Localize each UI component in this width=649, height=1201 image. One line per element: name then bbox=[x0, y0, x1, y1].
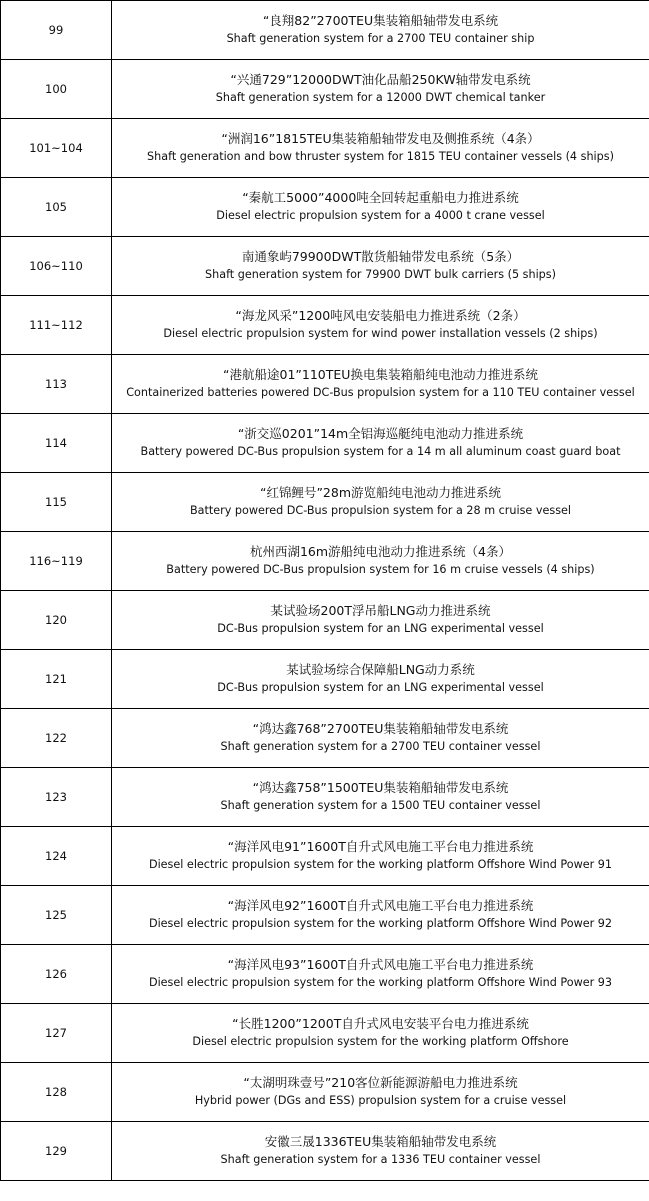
chinese-title: 南通象屿79900DWT散货船轴带发电系统（5条） bbox=[241, 249, 520, 264]
table-row bbox=[1, 296, 649, 355]
english-description: Diesel electric propulsion system for the working platform Offshore Wind Power 93 bbox=[148, 976, 613, 989]
english-description: Diesel electric propulsion system for wind power installation vessels (2 ships) bbox=[163, 327, 598, 340]
table-row bbox=[1, 1, 649, 60]
table-row bbox=[1, 473, 649, 532]
row-number: 127 bbox=[1, 1004, 112, 1063]
row-description bbox=[112, 60, 649, 119]
english-description: Battery powered DC-Bus propulsion system for a 14 m all aluminum coast guard boat bbox=[140, 445, 621, 458]
row-number: 115 bbox=[1, 473, 112, 532]
row-description bbox=[112, 296, 649, 355]
table-row bbox=[1, 945, 649, 1004]
table-row bbox=[1, 1063, 649, 1122]
row-description bbox=[112, 768, 649, 827]
table-row bbox=[1, 1004, 649, 1063]
table-row bbox=[1, 827, 649, 886]
row-number: 129 bbox=[1, 1122, 112, 1181]
chinese-title: “秦航工5000”4000吨全回转起重船电力推进系统 bbox=[242, 190, 519, 205]
row-description bbox=[112, 709, 649, 768]
row-description bbox=[112, 119, 649, 178]
english-description: Shaft generation system for a 12000 DWT chemical tanker bbox=[215, 91, 546, 104]
row-description bbox=[112, 591, 649, 650]
row-description bbox=[112, 945, 649, 1004]
table-row bbox=[1, 709, 649, 768]
row-description bbox=[112, 178, 649, 237]
chinese-title: “良翔82”2700TEU集装箱船轴带发电系统 bbox=[262, 13, 499, 28]
row-number: 111~112 bbox=[1, 296, 112, 355]
chinese-title: “浙交巡0201”14m全铝海巡艇纯电池动力推进系统 bbox=[237, 426, 524, 441]
table-row bbox=[1, 886, 649, 945]
row-description bbox=[112, 237, 649, 296]
row-number: 106~110 bbox=[1, 237, 112, 296]
row-number: 114 bbox=[1, 414, 112, 473]
chinese-title: “洲润16”1815TEU集装箱船轴带发电及侧推系统（4条） bbox=[221, 131, 540, 146]
chinese-title: 某试验场200T浮吊船LNG动力推进系统 bbox=[270, 603, 491, 618]
chinese-title: “港航船途01”110TEU换电集装箱船纯电池动力推进系统 bbox=[223, 367, 538, 382]
row-number: 125 bbox=[1, 886, 112, 945]
row-description bbox=[112, 1122, 649, 1181]
chinese-title: “兴通729”12000DWT油化品船250KW轴带发电系统 bbox=[230, 72, 531, 87]
english-description: Shaft generation system for a 2700 TEU container vessel bbox=[220, 740, 541, 753]
row-description bbox=[112, 414, 649, 473]
english-description: Battery powered DC-Bus propulsion system for 16 m cruise vessels (4 ships) bbox=[166, 563, 595, 576]
english-description: Shaft generation system for 79900 DWT bulk carriers (5 ships) bbox=[205, 268, 556, 281]
english-description: Shaft generation system for a 2700 TEU container ship bbox=[226, 32, 535, 45]
english-description: DC-Bus propulsion system for an LNG experimental vessel bbox=[217, 622, 544, 635]
row-number: 122 bbox=[1, 709, 112, 768]
chinese-title: 杭州西湖16m游船纯电池动力推进系统（4条） bbox=[249, 544, 512, 559]
table-body bbox=[1, 1, 649, 1181]
english-description: DC-Bus propulsion system for an LNG experimental vessel bbox=[217, 681, 544, 694]
table-row bbox=[1, 532, 649, 591]
row-description bbox=[112, 1004, 649, 1063]
english-description: Battery powered DC-Bus propulsion system for a 28 m cruise vessel bbox=[189, 504, 572, 517]
table-row bbox=[1, 119, 649, 178]
chinese-title: “海洋风电92”1600T自升式风电施工平台电力推进系统 bbox=[227, 898, 534, 913]
row-description bbox=[112, 532, 649, 591]
chinese-title: “太湖明珠壹号”210客位新能源游船电力推进系统 bbox=[243, 1075, 518, 1090]
row-number: 100 bbox=[1, 60, 112, 119]
english-description: Diesel electric propulsion system for the working platform Offshore Wind Power 92 bbox=[148, 917, 613, 930]
row-description bbox=[112, 473, 649, 532]
chinese-title: “海洋风电93”1600T自升式风电施工平台电力推进系统 bbox=[227, 957, 534, 972]
row-number: 123 bbox=[1, 768, 112, 827]
row-description bbox=[112, 1, 649, 60]
english-description: Containerized batteries powered DC-Bus propulsion system for a 110 TEU container vessel bbox=[126, 386, 635, 399]
row-number: 101~104 bbox=[1, 119, 112, 178]
chinese-title: “红锦鲤号”28m游览船纯电池动力推进系统 bbox=[259, 485, 502, 500]
english-description: Diesel electric propulsion system for the working platform Offshore bbox=[192, 1035, 569, 1048]
table-row bbox=[1, 414, 649, 473]
english-description: Shaft generation and bow thruster system for 1815 TEU container vessels (4 ships) bbox=[147, 150, 614, 163]
row-description bbox=[112, 827, 649, 886]
english-description: Diesel electric propulsion system for the working platform Offshore Wind Power 91 bbox=[148, 858, 613, 871]
row-number: 124 bbox=[1, 827, 112, 886]
table-row bbox=[1, 355, 649, 414]
table-row bbox=[1, 650, 649, 709]
row-number: 116~119 bbox=[1, 532, 112, 591]
english-description: Hybrid power (DGs and ESS) propulsion system for a cruise vessel bbox=[194, 1094, 567, 1107]
chinese-title: “鸿达鑫768”2700TEU集装箱船轴带发电系统 bbox=[252, 721, 509, 736]
chinese-title: “海龙风采”1200吨风电安装船电力推进系统（2条） bbox=[235, 308, 526, 323]
table-row bbox=[1, 178, 649, 237]
row-number: 126 bbox=[1, 945, 112, 1004]
row-number: 120 bbox=[1, 591, 112, 650]
table-row bbox=[1, 1122, 649, 1181]
row-description bbox=[112, 355, 649, 414]
row-number: 121 bbox=[1, 650, 112, 709]
english-description: Diesel electric propulsion system for a 4000 t crane vessel bbox=[216, 209, 545, 222]
row-number: 99 bbox=[1, 1, 112, 60]
row-number: 128 bbox=[1, 1063, 112, 1122]
chinese-title: “长胜1200”1200T自升式风电安装平台电力推进系统 bbox=[232, 1016, 529, 1031]
table-row bbox=[1, 237, 649, 296]
row-number: 113 bbox=[1, 355, 112, 414]
table-row bbox=[1, 591, 649, 650]
english-description: Shaft generation system for a 1336 TEU container vessel bbox=[220, 1153, 541, 1166]
row-description bbox=[112, 1063, 649, 1122]
table-row bbox=[1, 768, 649, 827]
row-description bbox=[112, 886, 649, 945]
table-row bbox=[1, 60, 649, 119]
row-description bbox=[112, 650, 649, 709]
chinese-title: “海洋风电91”1600T自升式风电施工平台电力推进系统 bbox=[227, 839, 534, 854]
chinese-title: 某试验场综合保障船LNG动力系统 bbox=[286, 662, 475, 677]
row-number: 105 bbox=[1, 178, 112, 237]
chinese-title: “鸿达鑫758”1500TEU集装箱船轴带发电系统 bbox=[252, 780, 509, 795]
chinese-title: 安徽三晟1336TEU集装箱船轴带发电系统 bbox=[264, 1134, 497, 1149]
english-description: Shaft generation system for a 1500 TEU container vessel bbox=[220, 799, 541, 812]
